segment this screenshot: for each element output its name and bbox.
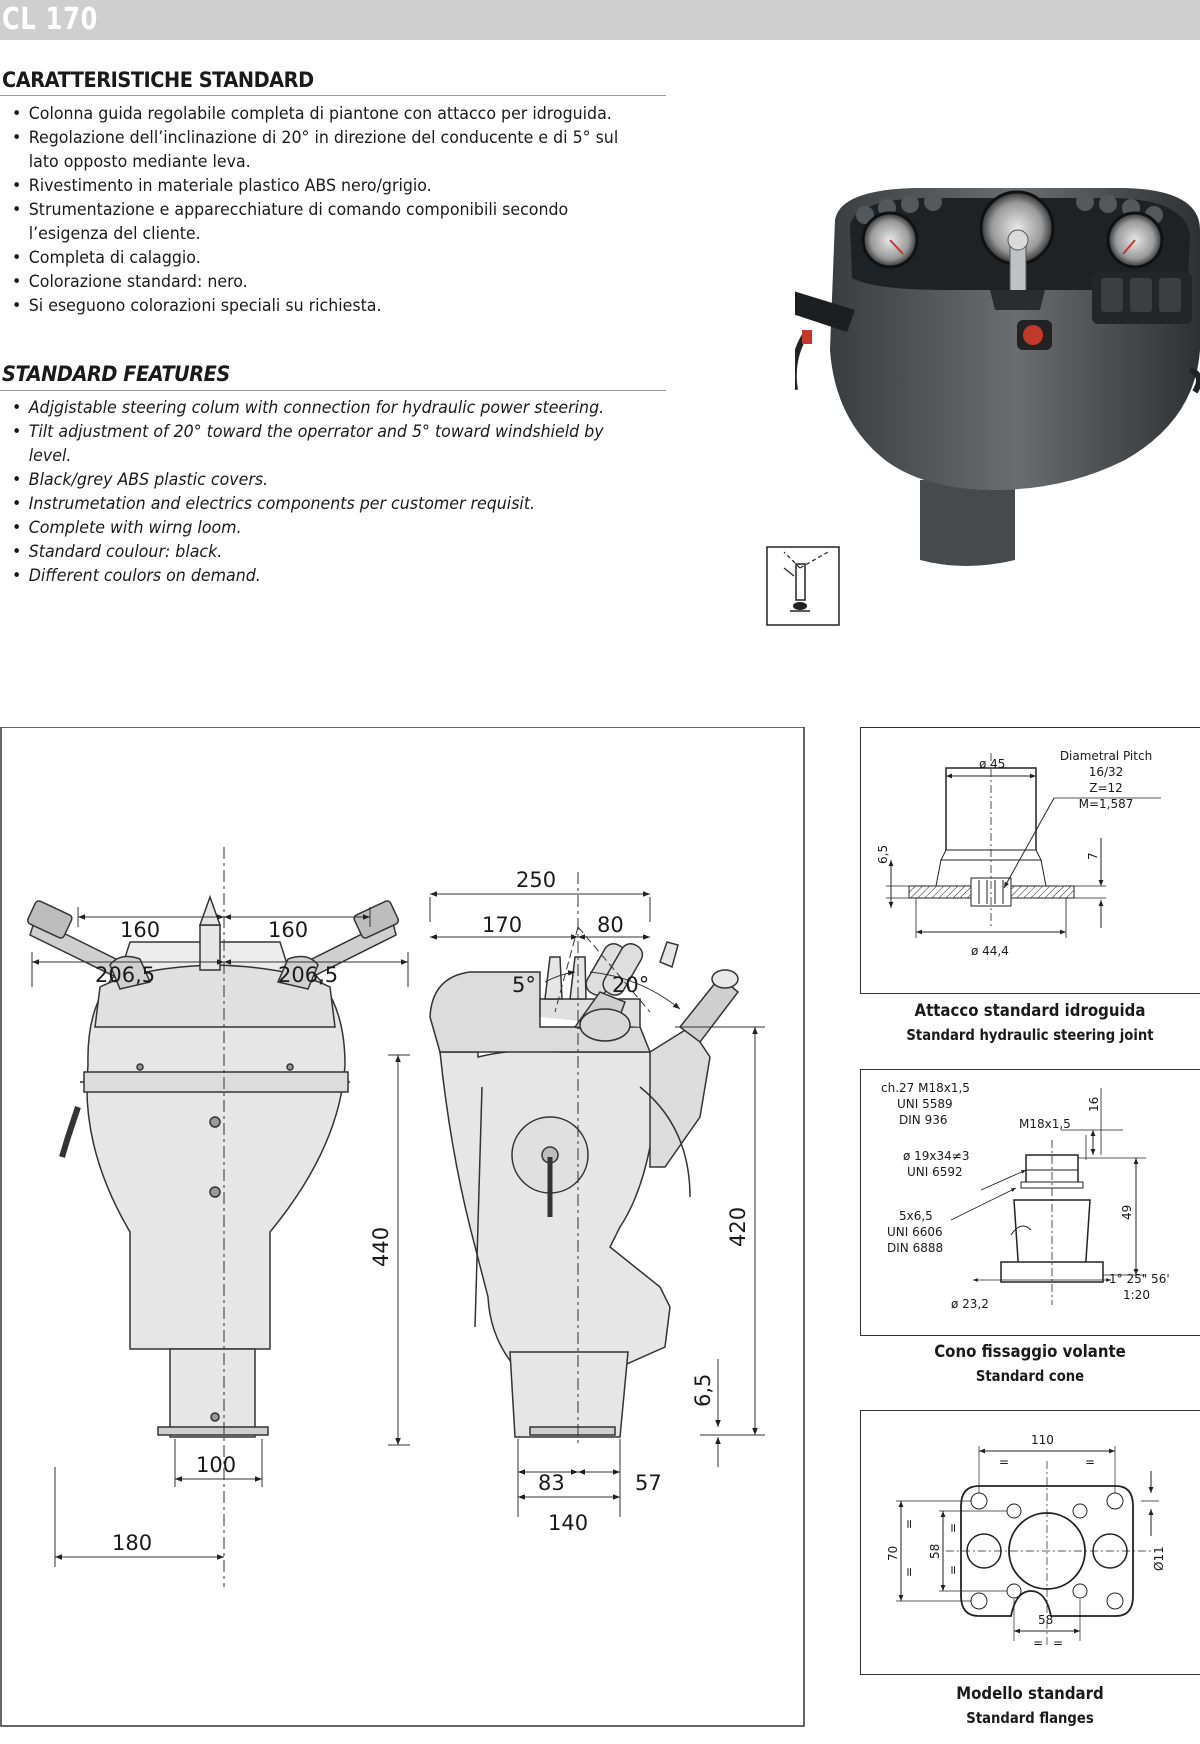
cone-taper-2: 1:20 xyxy=(1123,1288,1150,1302)
dim-front-206-right: 206,5 xyxy=(278,963,339,987)
feature-it-6: • Colorazione standard: nero. xyxy=(12,270,626,294)
feature-it-5: • Completa di calaggio. xyxy=(12,246,626,270)
features-list-it xyxy=(12,102,626,318)
hj-pitch-1: Diametral Pitch xyxy=(1059,749,1153,763)
dim-side-140: 140 xyxy=(548,1511,589,1535)
feature-en-7: • Different coulors on demand. xyxy=(12,564,626,588)
flange-eq-left-bottom: = xyxy=(902,1566,916,1577)
cone-label-2: UNI 5589 xyxy=(897,1097,953,1111)
cone-d49: 49 xyxy=(1120,1204,1134,1220)
cone-label-3: DIN 936 xyxy=(899,1113,948,1127)
dim-front-160-right: 160 xyxy=(268,918,309,942)
page-title: CL 170 xyxy=(2,2,99,37)
feature-it-4: • Strumentazione e apparecchiature di comando componibili secondo l’esigenza del cliente. xyxy=(12,198,626,246)
cone-m18: M18x1,5 xyxy=(1019,1117,1071,1131)
dim-side-420: 420 xyxy=(726,1206,750,1247)
hydraulic-joint-drawing xyxy=(860,727,1200,994)
dim-front-100: 100 xyxy=(196,1453,237,1477)
tilt-adjust-icon xyxy=(766,546,840,626)
dim-front-160-left: 160 xyxy=(120,918,161,942)
feature-en-1: • Adjgistable steering colum with connection for hydraulic power steering. xyxy=(12,396,626,420)
cone-d16: 16 xyxy=(1087,1096,1101,1112)
column-base xyxy=(920,480,1015,566)
feature-en-3: • Black/grey ABS plastic covers. xyxy=(12,468,626,492)
cone-label-6: 5x6,5 xyxy=(899,1209,933,1223)
dim-front-206-left: 206,5 xyxy=(95,963,156,987)
hj-d44-4: ø 44,4 xyxy=(971,944,1009,958)
hj-pitch-2: 16/32 xyxy=(1088,765,1124,779)
flange-eq-inner-top: = xyxy=(946,1522,960,1533)
hj-d6-5: 6,5 xyxy=(876,844,890,864)
section-rule-it xyxy=(0,95,666,96)
product-photo xyxy=(795,160,1200,580)
flange-caption: Modello standard xyxy=(956,1684,1104,1704)
features-list-en xyxy=(12,396,626,588)
main-drawing-frame xyxy=(1,727,804,1726)
main-technical-drawing xyxy=(0,727,806,1727)
dim-front-440: 440 xyxy=(369,1226,393,1267)
cone-label-4: ø 19x34≠3 xyxy=(903,1149,970,1163)
dim-side-6-5: 6,5 xyxy=(691,1373,715,1407)
dim-side-20deg: 20° xyxy=(612,973,650,997)
flange-eq-bottom-left: = xyxy=(1033,1636,1044,1650)
standard-cone-drawing xyxy=(860,1069,1200,1336)
header-bar xyxy=(0,0,1200,40)
flange-eq-inner-bottom: = xyxy=(946,1564,960,1575)
cone-label-7: UNI 6606 xyxy=(887,1225,943,1239)
section-title-en: STANDARD FEATURES xyxy=(2,362,230,386)
flange-d58-vertical: 58 xyxy=(928,1543,942,1559)
flange-d70: 70 xyxy=(886,1545,900,1561)
cone-label-1: ch.27 M18x1,5 xyxy=(881,1081,970,1095)
feature-it-2: • Regolazione dell’inclinazione di 20° in direzione del conducente e di 5° sul lato opposto mediante leva. xyxy=(12,126,626,174)
dim-side-83: 83 xyxy=(538,1471,565,1495)
feature-en-4: • Instrumetation and electrics components per customer requisit. xyxy=(12,492,626,516)
cone-caption: Cono fissaggio volante xyxy=(934,1342,1126,1362)
section-title-it: CARATTERISTICHE STANDARD xyxy=(2,68,314,92)
dim-side-250: 250 xyxy=(516,868,557,892)
cone-taper-1: 1° 25" 56' xyxy=(1109,1272,1170,1286)
flange-d58-horizontal: 58 xyxy=(1038,1613,1054,1627)
standard-flange-drawing xyxy=(860,1410,1200,1675)
flange-eq-top-right: = xyxy=(1085,1455,1096,1469)
feature-en-6: • Standard coulour: black. xyxy=(12,540,626,564)
hj-subcaption: Standard hydraulic steering joint xyxy=(906,1026,1154,1044)
dim-front-180: 180 xyxy=(112,1531,153,1555)
feature-en-2: • Tilt adjustment of 20° toward the operrator and 5° toward windshield by level. xyxy=(12,420,626,468)
flange-subcaption: Standard flanges xyxy=(966,1709,1094,1727)
feature-en-5: • Complete with wirng loom. xyxy=(12,516,626,540)
dim-side-170: 170 xyxy=(482,913,523,937)
cone-subcaption: Standard cone xyxy=(975,1367,1085,1385)
cone-label-8: DIN 6888 xyxy=(887,1241,944,1255)
cone-label-5: UNI 6592 xyxy=(907,1165,963,1179)
feature-it-1: • Colonna guida regolabile completa di piantone con attacco per idroguida. xyxy=(12,102,626,126)
cone-label-9: ø 23,2 xyxy=(951,1297,989,1311)
hj-pitch-3: Z=12 xyxy=(1089,781,1123,795)
hj-d45: ø 45 xyxy=(979,757,1006,771)
flange-eq-left-top: = xyxy=(902,1518,916,1529)
dim-side-80: 80 xyxy=(597,913,624,937)
hj-pitch-4: M=1,587 xyxy=(1078,797,1134,811)
hazard-button-icon xyxy=(1023,325,1043,345)
hj-d7: 7 xyxy=(1086,852,1100,860)
flange-d110: 110 xyxy=(1031,1433,1054,1447)
flange-eq-bottom-right: = xyxy=(1053,1636,1064,1650)
dim-side-57: 57 xyxy=(635,1471,662,1495)
dim-side-5deg: 5° xyxy=(512,973,536,997)
feature-it-3: • Rivestimento in materiale plastico ABS nero/grigio. xyxy=(12,174,626,198)
flange-eq-top-left: = xyxy=(999,1455,1010,1469)
flange-d11: Ø11 xyxy=(1152,1546,1166,1571)
section-rule-en xyxy=(0,390,666,391)
hj-caption: Attacco standard idroguida xyxy=(914,1001,1146,1021)
feature-it-7: • Si eseguono colorazioni speciali su richiesta. xyxy=(12,294,626,318)
